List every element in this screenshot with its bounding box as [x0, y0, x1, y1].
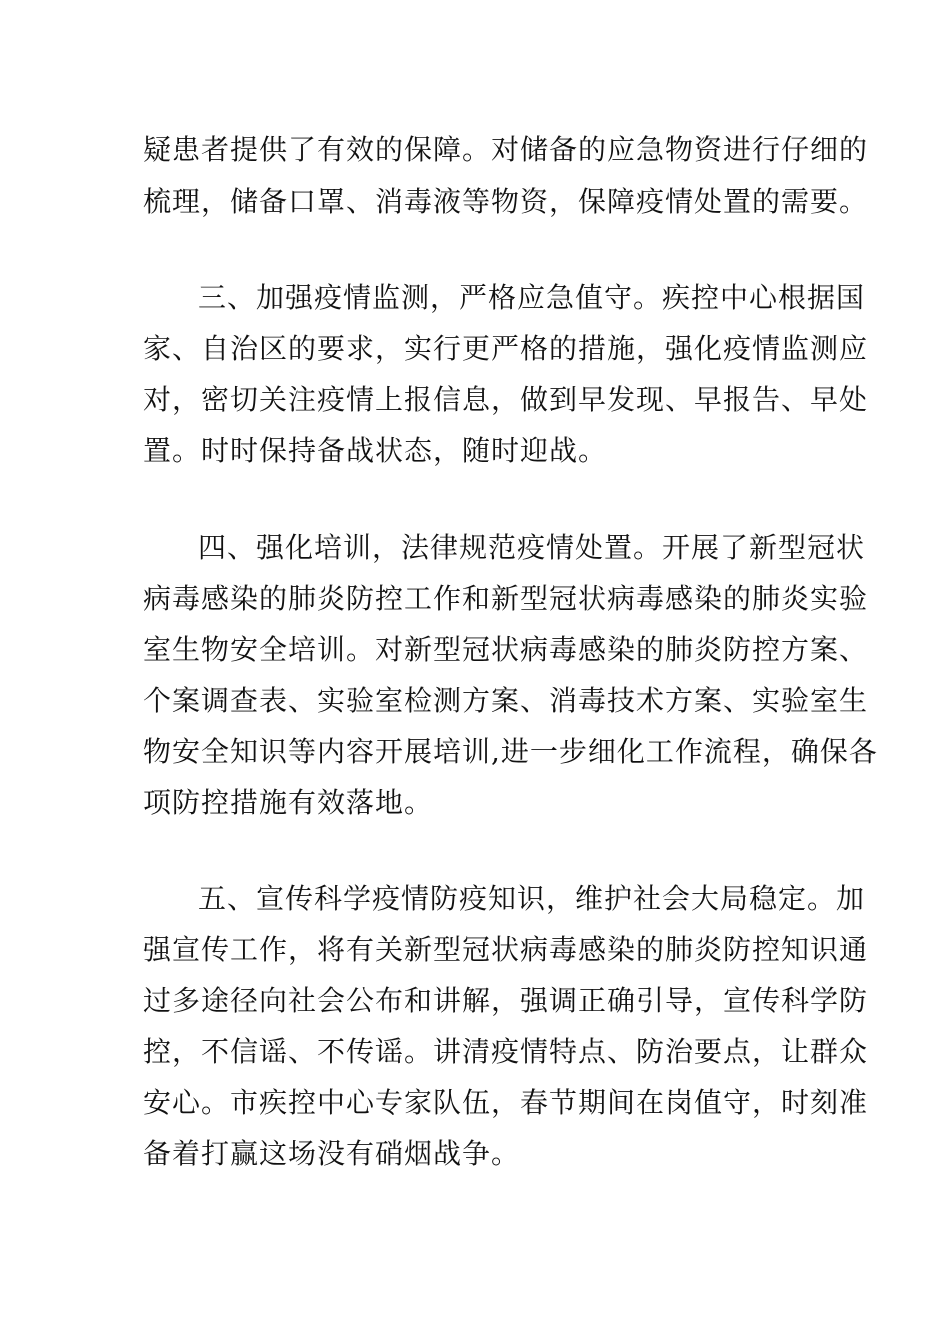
text-line: 项防控措施有效落地。	[143, 786, 434, 819]
text-line: 家、自治区的要求，实行更严格的措施，强化疫情监测应	[143, 332, 869, 365]
text-line: 备着打赢这场没有硝烟战争。	[143, 1137, 521, 1170]
text-line: 梳理，储备口罩、消毒液等物资，保障疫情处置的需要。	[143, 185, 869, 218]
section-heading-line: 三、加强疫情监测，严格应急值守。疾控中心根据国	[198, 281, 866, 314]
text-line: 控，不信谣、不传谣。讲清疫情特点、防治要点，让群众	[143, 1035, 869, 1068]
text-line: 对，密切关注疫情上报信息，做到早发现、早报告、早处	[143, 383, 869, 416]
text-line: 安心。市疾控中心专家队伍，春节期间在岗值守，时刻准	[143, 1086, 869, 1119]
text-line: 物安全知识等内容开展培训,进一步细化工作流程，确保各	[143, 735, 878, 768]
text-line: 个案调查表、实验室检测方案、消毒技术方案、实验室生	[143, 684, 869, 717]
text-line: 强宣传工作，将有关新型冠状病毒感染的肺炎防控知识通	[143, 933, 869, 966]
section-heading-line: 五、宣传科学疫情防疫知识，维护社会大局稳定。加	[198, 882, 866, 915]
text-line: 病毒感染的肺炎防控工作和新型冠状病毒感染的肺炎实验	[143, 582, 869, 615]
text-line: 过多途径向社会公布和讲解，强调正确引导，宣传科学防	[143, 984, 869, 1017]
section-heading-line: 四、强化培训，法律规范疫情处置。开展了新型冠状	[198, 531, 866, 564]
text-line: 置。时时保持备战状态，随时迎战。	[143, 434, 608, 467]
text-line: 室生物安全培训。对新型冠状病毒感染的肺炎防控方案、	[143, 633, 869, 666]
text-line: 疑患者提供了有效的保障。对储备的应急物资进行仔细的	[143, 133, 869, 166]
